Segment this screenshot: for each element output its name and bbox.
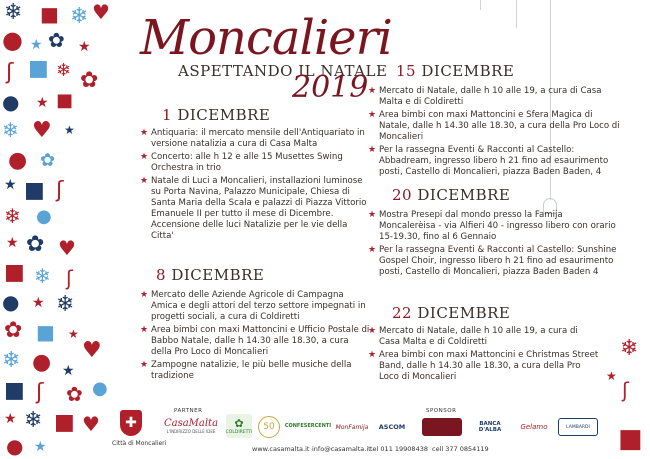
gift-icon: ■	[4, 378, 25, 403]
event-list	[368, 210, 620, 280]
sock-icon: ♥	[82, 412, 100, 436]
star-bullet-icon: ★	[368, 86, 377, 96]
day-heading	[156, 266, 264, 284]
bow-icon: ✿	[80, 68, 99, 93]
star-icon: ★	[30, 37, 43, 53]
gift-icon: ■	[54, 410, 75, 435]
partner-label: PARTNER	[174, 408, 203, 414]
ornament-string	[516, 0, 517, 28]
list-item: ★ Concerto: alle h 12 e alle 15 Musettes Swing Orchestra in trio	[140, 152, 343, 173]
city-coat-of-arms-logo: ✚	[120, 410, 142, 436]
list-item: ★ Mostra Presepi dal mondo presso la Famija Moncalerèisa - via Alfieri 40 - ingresso libero con orario 15-19.30, fino al 6 Gennaio	[368, 210, 616, 242]
list-item: ★ Area bimbi con maxi Mattoncini e Christmas Street Band, dalle h 14.30 alle 18.30, a cura della Pro Loco di Moncalieri	[368, 350, 599, 382]
gift-icon: ■	[4, 260, 25, 285]
day-heading	[162, 106, 270, 124]
list-item: ★ Mercato delle Aziende Agricole di Campagna Amica e degli attori del terzo settore impegnati in progetti sociali, a cura di Coldiretti	[140, 290, 366, 322]
day-heading	[396, 62, 514, 80]
ornament-icon: ●	[6, 434, 24, 458]
sponsor-red-logo	[422, 418, 462, 436]
candy-cane-icon: ʃ	[56, 178, 64, 203]
star-bullet-icon: ★	[140, 152, 149, 162]
snowflake-icon: ❄	[34, 264, 51, 288]
candy-cane-icon: ʃ	[6, 60, 14, 85]
star-icon: ★	[4, 177, 17, 193]
ornament-icon: ●	[92, 378, 108, 399]
ascom-logo: ASCOM	[378, 423, 406, 431]
day-number: 20	[392, 186, 413, 204]
star-bullet-icon: ★	[140, 290, 149, 300]
coldiretti-logo: ✿ COLDIRETTI	[226, 414, 252, 438]
banca-alba-logo: BANCA D'ALBA	[478, 421, 502, 433]
list-item: ★ Zampogne natalizie, le più belle musiche della tradizione	[140, 360, 352, 381]
anniversary-50-logo: 50	[258, 416, 280, 438]
ornament-icon: ●	[32, 350, 52, 375]
list-item: ★ Mercato di Natale, dalle h 10 alle 19, a cura di Casa Malta e di Coldiretti	[368, 86, 602, 107]
snowflake-icon: ❄	[56, 60, 72, 81]
sock-icon: ♥	[92, 0, 110, 24]
day-month: DICEMBRE	[417, 186, 511, 204]
bow-icon: ✿	[48, 28, 65, 52]
confesercenti-logo: CONFESERCENTI	[284, 423, 332, 429]
star-icon: ★	[36, 95, 49, 111]
ornament-icon: ●	[2, 90, 20, 114]
ornament-icon: ●	[2, 26, 23, 54]
bow-icon: ✿	[26, 232, 45, 257]
ornament-icon: ●	[2, 290, 20, 314]
event-list	[368, 86, 620, 180]
list-item: ★ Area bimbi con maxi Mattoncini e Ufficio Postale di Babbo Natale, dalle h 14.30 alle 18.30, a cura della Pro Loco di Moncalieri	[140, 325, 370, 357]
gift-icon: ■	[28, 56, 49, 81]
star-bullet-icon: ★	[140, 325, 149, 335]
email-text: info@casamalta.it	[312, 445, 371, 453]
day-number: 8	[156, 266, 167, 284]
website-text: www.casamalta.it	[252, 445, 310, 453]
snowflake-icon: ❄	[620, 336, 639, 361]
sponsor-label: SPONSOR	[426, 408, 457, 414]
list-item: ★ Area bimbi con maxi Mattoncini e Sfera Magica di Natale, dalle h 14.30 alle 18.30, a cura della Pro Loco di Moncalieri	[368, 110, 620, 142]
snowflake-icon: ❄	[70, 4, 89, 29]
page-title: Moncalieri	[140, 10, 392, 66]
lambardi-logo: LAMBARDI	[558, 418, 598, 436]
ornament-icon: ●	[36, 206, 52, 227]
list-item: ★ Natale di Luci a Moncalieri, installazioni luminose su Porta Navina, Palazzo Municipale, Chiesa di Santa Maria della Scala e palazzi di Piazza Vittorio Emanuele II per tutto il mese di Dicembre. Accensione delle luci Natalizie per le vie della Citta'	[140, 176, 367, 241]
day-number: 22	[392, 304, 413, 322]
gift-icon: ■	[40, 2, 59, 26]
list-item: ★ Per la rassegna Eventi & Racconti al Castello: Abbadream, ingresso libero h 21 fino ad esaurimento posti, Castello di Moncalieri, piazza Baden Baden, 4	[368, 145, 609, 177]
bow-icon: ✿	[66, 382, 83, 406]
sock-icon: ♥	[58, 236, 76, 260]
bow-icon: ✿	[40, 150, 56, 171]
cell-text: cell 377 0854119	[432, 445, 489, 453]
star-icon: ★	[68, 327, 79, 341]
star-bullet-icon: ★	[140, 128, 149, 138]
ornament-string	[480, 0, 481, 10]
gift-icon: ■	[618, 424, 643, 454]
gift-icon: ■	[36, 320, 55, 344]
star-icon: ★	[78, 39, 91, 55]
bow-icon: ✿	[4, 318, 23, 343]
snowflake-icon: ❄	[4, 204, 21, 228]
snowflake-icon: ❄	[24, 408, 43, 433]
page-subtitle: ASPETTANDO IL NATALE	[178, 62, 388, 80]
candy-cane-icon: ʃ	[622, 378, 629, 402]
star-bullet-icon: ★	[140, 176, 149, 186]
star-bullet-icon: ★	[368, 245, 377, 255]
day-heading	[392, 304, 510, 322]
star-icon: ★	[6, 235, 19, 251]
list-item: ★ Per la rassegna Eventi & Racconti al Castello: Sunshine Gospel Choir, ingresso libero h 21 fino ad esaurimento posti, Castello di Moncalieri, piazza Baden Baden 4	[368, 245, 617, 277]
day-month: DICEMBRE	[421, 62, 515, 80]
partner-footer	[112, 400, 650, 459]
sock-icon: ♥	[32, 118, 52, 143]
casamalta-logo: CasaMalta L'INDIRIZZO DELLE IDEE	[163, 418, 219, 434]
candy-cane-icon: ʃ	[36, 380, 44, 405]
snowflake-icon: ❄	[56, 292, 75, 317]
day-month: DICEMBRE	[417, 304, 511, 322]
event-list	[140, 128, 372, 244]
star-icon: ★	[4, 411, 17, 427]
sock-icon: ♥	[82, 338, 102, 363]
phone-text: tel 011 19908438	[370, 445, 428, 453]
star-bullet-icon: ★	[368, 110, 377, 120]
day-number: 15	[396, 62, 417, 80]
ornament-icon: ●	[8, 148, 28, 173]
list-item: ★ Antiquaria: il mercato mensile dell'Antiquariato in versione natalizia a cura di Casa Malta	[140, 128, 365, 149]
event-list	[368, 326, 600, 385]
candy-cane-icon: ʃ	[66, 266, 73, 290]
snowflake-icon: ❄	[2, 118, 19, 142]
left-christmas-border	[0, 0, 118, 459]
star-bullet-icon: ★	[368, 350, 377, 360]
star-bullet-icon: ★	[368, 326, 377, 336]
star-bullet-icon: ★	[140, 360, 149, 370]
gift-icon: ■	[24, 178, 45, 203]
monfamija-logo: MonFamija	[335, 423, 369, 431]
snowflake-icon: ❄	[2, 348, 21, 373]
gelamo-logo: Gelamo	[520, 423, 548, 431]
snowflake-icon: ❄	[4, 0, 23, 25]
star-icon: ★	[32, 295, 45, 311]
star-icon: ★	[64, 123, 75, 137]
day-number: 1	[162, 106, 173, 124]
star-bullet-icon: ★	[368, 145, 377, 155]
list-item: ★ Mercato di Natale, dalle h 10 alle 19, a cura di Casa Malta e di Coldiretti	[368, 326, 578, 347]
day-month: DICEMBRE	[177, 106, 271, 124]
star-icon: ★	[62, 363, 75, 379]
day-month: DICEMBRE	[171, 266, 265, 284]
city-name: Città di Moncalieri	[112, 440, 167, 447]
year-label: 2019	[292, 70, 369, 105]
star-icon: ★	[34, 439, 47, 455]
event-list	[140, 290, 372, 384]
star-bullet-icon: ★	[368, 210, 377, 220]
gift-icon: ■	[56, 90, 74, 111]
star-icon: ★	[606, 369, 617, 383]
day-heading	[392, 186, 510, 204]
